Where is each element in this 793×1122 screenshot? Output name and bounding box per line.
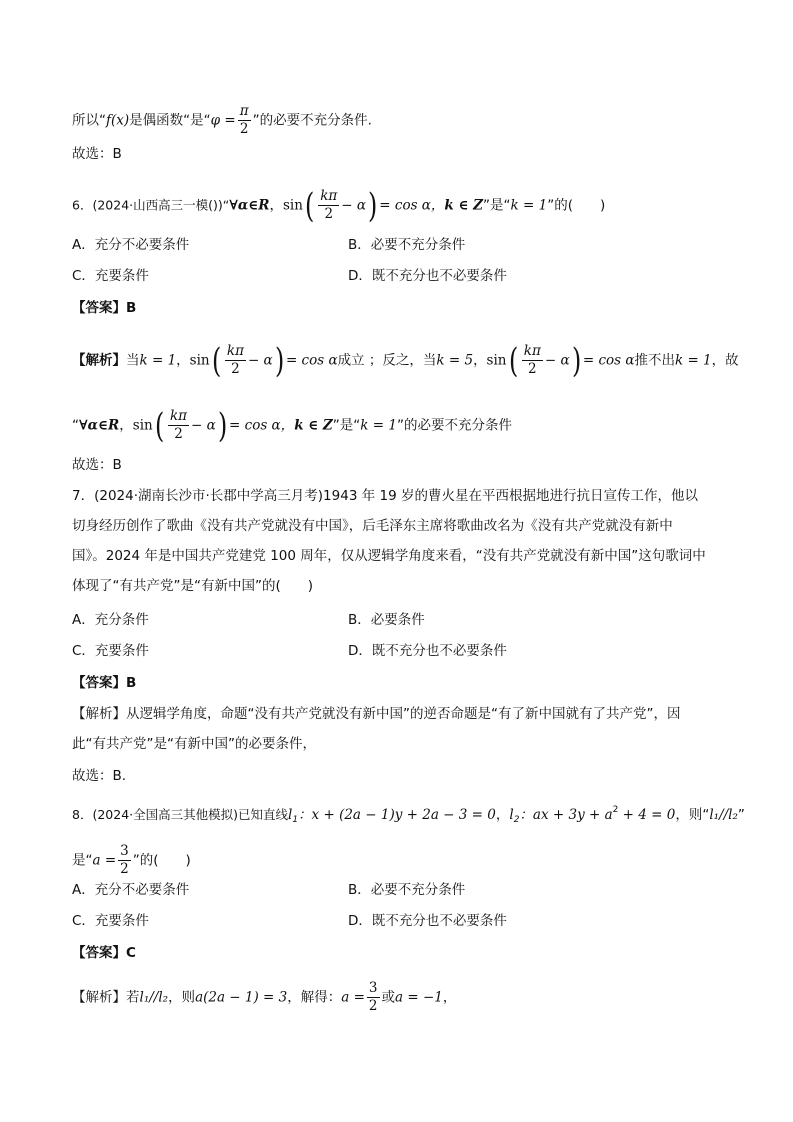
q6-explanation-line2 [72,405,512,446]
text-segment: ，则 [168,989,196,1006]
right-paren: ) [274,340,284,381]
math-k-eq-1: k = 1 [674,352,712,369]
fraction-numerator: π [239,103,249,119]
fraction-kpi-over-2 [522,343,543,378]
math-minus-alpha: − α [341,197,367,214]
right-paren: ) [571,340,581,381]
text-segment: 推不出 [634,352,675,369]
text-segment: “ [72,417,79,434]
fraction-pi-over-2 [238,103,251,138]
math-parallel: l₁//l₂ [139,989,169,1006]
text-segment: ”的( ) [132,852,191,869]
q7-stem-line1: 7．(2024·湖南长沙市·长郡中学高三月考)1943 年 19 岁的曹火星在平西根据地进行抗日宣传工作，他以 [72,488,698,504]
q6-option-d: D．既不充分也不必要条件 [348,268,507,284]
math-l1: l [288,807,293,823]
q8-answer: 【答案】C [72,945,136,961]
text-segment: ， [442,989,457,1006]
math-eq-cos: = cos α， [229,417,295,434]
explanation-label: 【解析】 [72,352,126,369]
q7-stem-line2: 切身经历创作了歌曲《没有共产党就没有中国》，后毛泽东主席将歌曲改名为《没有共产党就没有新中 [72,518,673,534]
math-k-eq-1: k = 1 [139,352,177,369]
left-paren: ( [211,340,221,381]
fraction-kpi-over-2 [168,408,189,443]
left-paren: ( [154,405,164,446]
question-source: 8．(2024·全国高三其他模拟)已知直线 [72,807,288,822]
prev-conclusion-line [72,103,372,138]
q6-option-b: B．必要不充分条件 [348,237,466,253]
text-segment: 是偶函数“是“ [129,112,211,129]
question-source: 6．(2024·山西高三一模())“ [72,197,230,213]
text-segment: ”的( ) [547,197,606,214]
text-segment: 是“ [72,852,93,869]
math-a-eq: a = [341,989,365,1006]
fraction-numerator: kπ [169,408,188,424]
q6-stem: 6．(2024·山西高三一模())“∀α∈R，sin( $\frac{k\pi}{2}$ − α) = cos α，k ∈ Z”是“k = 1”的( ) [72,185,606,226]
right-paren: ) [217,405,228,446]
fraction-3-over-2 [367,980,380,1015]
math-k-eq-5: k = 5 [436,352,474,369]
text-segment: 成立 ；反之，当 [337,352,437,369]
q8-stem-line1 [72,800,745,830]
text-segment: ”的必要不充分条件. [252,112,372,129]
fraction-kpi-over-2 [225,343,246,378]
text-segment: ， [495,807,510,823]
text-segment: ”是“ [483,197,511,214]
prev-answer-choice: 故选：B [72,146,122,162]
math-line2-equation-tail: + 4 = 0 [618,807,676,823]
math-phi: φ = [210,112,236,129]
math-sin: ，sin [473,352,507,369]
math-minus-alpha: − α [544,352,570,369]
text-segment: ”是“ [332,417,361,434]
subscript: 1 [292,815,299,825]
q7-option-a: A．充分条件 [72,612,149,628]
q7-stem-line3: 国》。2024 年是中国共产党建党 100 周年，仅从逻辑学角度来看，“没有共产党就没有新中国”这句歌词中 [72,548,706,564]
q7-explanation-line1: 【解析】从逻辑学角度，命题“没有共产党就没有新中国”的逆否命题是“有了新中国就有了共产党”，因 [72,706,681,722]
math-k-in-z: k ∈ Z [444,197,484,214]
math-minus-alpha: − α [247,352,273,369]
math-a-eq: a = [92,852,117,869]
q6-answer: 【答案】B [72,300,137,316]
q7-conclusion: 故选：B. [72,768,127,784]
math-forall: ∀α∈R [229,197,270,214]
q7-stem-line4: 体现了“有共产党”是“有新中国”的( ) [72,578,314,594]
fraction-denominator: 2 [231,361,240,377]
q8-option-a: A．充分不必要条件 [72,882,190,898]
math-fx: f(x) [106,112,130,129]
q6-conclusion: 故选：B [72,457,122,473]
q8-stem-line2 [72,843,191,878]
fraction-3-over-2 [118,843,131,878]
math-equation: a(2a − 1) = 3 [195,989,288,1006]
math-k-eq-1: k = 1 [360,417,397,434]
math-forall: ∀α∈R [79,417,120,434]
q7-option-d: D．既不充分也不必要条件 [348,643,507,659]
fraction-denominator: 2 [239,121,249,137]
fraction-denominator: 2 [528,361,537,377]
fraction-numerator: 3 [368,980,378,996]
fraction-numerator: 3 [120,843,129,859]
math-a-eq-neg1: a = −1 [395,989,443,1006]
q7-answer: 【答案】B [72,675,137,691]
text-segment: 【解析】若 [72,989,140,1006]
math-line2-equation: ：ax + 3y + a [519,807,613,823]
fraction-numerator: kπ [226,343,244,359]
q8-option-b: B．必要不充分条件 [348,882,466,898]
q6-option-c: C．充要条件 [72,268,149,284]
math-line1-equation: ：x + (2a − 1)y + 2a − 3 = 0 [298,807,496,823]
math-sin: ，sin [119,417,153,434]
subscript: 2 [513,815,520,825]
fraction-denominator: 2 [120,861,129,877]
text-segment: ”的必要不充分条件 [396,417,512,434]
math-k-in-z: k ∈ Z [294,417,333,434]
math-eq-cos: = cos α [582,352,635,369]
q8-explanation-line1 [72,980,456,1015]
fraction-denominator: 2 [174,426,183,442]
text-segment: ” [737,807,745,823]
math-sin: sin [283,197,303,214]
math-minus-alpha: − α [191,417,216,434]
math-eq-cos: = cos α， [379,197,445,214]
text-segment: ，解得： [287,989,342,1006]
fraction-kpi-over-2 [318,188,339,223]
math-parallel: l₁//l₂ [709,807,738,823]
text-segment: ，故 [711,352,739,369]
left-paren: ( [304,185,315,226]
math-l2: l [509,807,514,823]
text-segment: 当 [126,352,140,369]
left-paren: ( [508,340,518,381]
q7-option-c: C．充要条件 [72,643,149,659]
q7-explanation-line2: 此“有共产党”是“有新中国”的必要条件， [72,736,316,752]
text-segment: 或 [381,989,395,1006]
q8-option-c: C．充要条件 [72,913,149,929]
fraction-denominator: 2 [324,206,334,222]
text-segment: 所以“ [72,112,106,129]
math-sin: ，sin [176,352,210,369]
q7-option-b: B．必要条件 [348,612,425,628]
fraction-numerator: kπ [320,188,338,204]
math-eq-cos: = cos α [285,352,338,369]
fraction-numerator: kπ [523,343,541,359]
q8-option-d: D．既不充分也不必要条件 [348,913,507,929]
superscript: 2 [612,805,619,815]
q6-explanation-line1 [72,340,739,381]
q6-option-a: A．充分不必要条件 [72,237,190,253]
text-segment: ，则“ [675,807,710,823]
fraction-denominator: 2 [368,998,378,1014]
right-paren: ) [368,185,378,226]
math-k-eq-1: k = 1 [510,197,548,214]
